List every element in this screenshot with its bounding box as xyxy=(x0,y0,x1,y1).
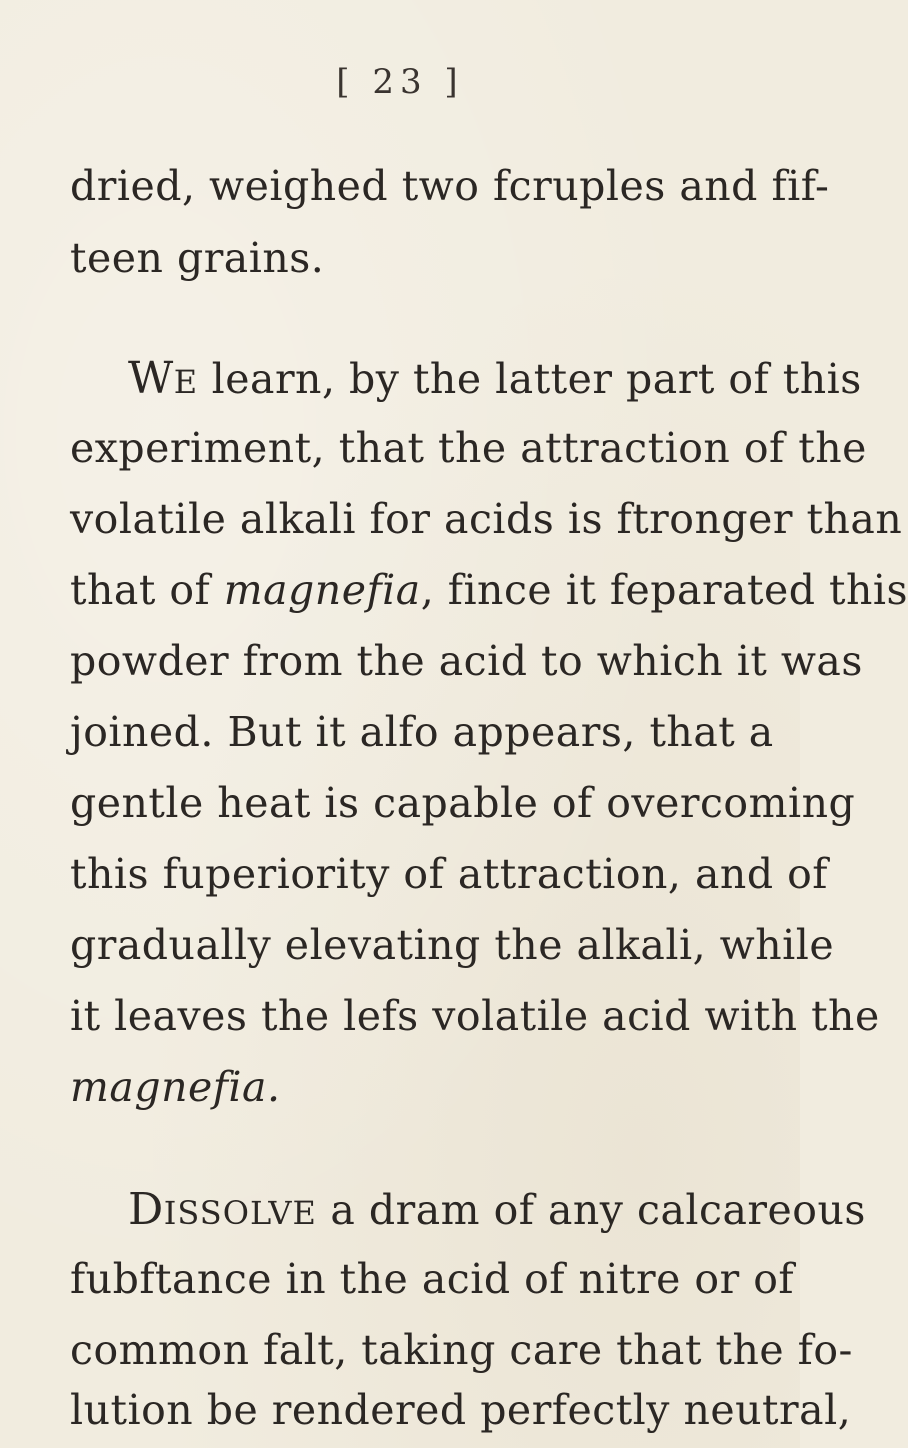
paragraph-2-line-7: gentle heat is capable of overcoming xyxy=(70,779,856,827)
line-rest: learn, by the latter part of this xyxy=(198,355,862,403)
italic-word: magnefia xyxy=(223,566,421,614)
line-text: , fince it feparated this xyxy=(420,566,908,614)
smallcaps: E xyxy=(173,363,199,401)
line-text: that of xyxy=(70,566,224,614)
paragraph-2-line-9: gradually elevating the alkali, while xyxy=(70,921,835,969)
paragraph-3-line-2: fubftance in the acid of nitre or of xyxy=(70,1255,795,1303)
paragraph-2-line-4 xyxy=(70,566,908,614)
line-rest: a dram of any calcareous xyxy=(316,1186,866,1234)
paragraph-1-line-1: dried, weighed two fcruples and fif- xyxy=(70,162,830,210)
smallcaps: ISSOLVE xyxy=(163,1194,317,1232)
paragraph-3-line-3: common falt, taking care that the fo- xyxy=(70,1326,853,1374)
dropcap: W xyxy=(128,353,174,404)
paragraph-3-line-4: lution be rendered perfectly neutral, xyxy=(70,1386,852,1434)
paragraph-2-line-5: powder from the acid to which it was xyxy=(70,637,863,685)
italic-word: magnefia. xyxy=(70,1063,281,1111)
paragraph-1-line-2: teen grains. xyxy=(70,234,325,282)
paragraph-2-line-10: it leaves the lefs volatile acid with the xyxy=(70,992,880,1040)
paragraph-2-line-1 xyxy=(128,353,862,404)
dropcap: D xyxy=(128,1184,164,1235)
paragraph-2-line-11 xyxy=(70,1063,281,1111)
page-number: [ 23 ] xyxy=(336,62,464,102)
paragraph-3-line-1 xyxy=(128,1184,866,1235)
paragraph-2-line-2: experiment, that the attraction of the xyxy=(70,424,867,472)
paragraph-2-line-3: volatile alkali for acids is ftronger than xyxy=(70,495,903,543)
paragraph-2-line-8: this fuperiority of attraction, and of xyxy=(70,850,828,898)
paragraph-2-line-6: joined. But it alfo appears, that a xyxy=(70,708,774,756)
